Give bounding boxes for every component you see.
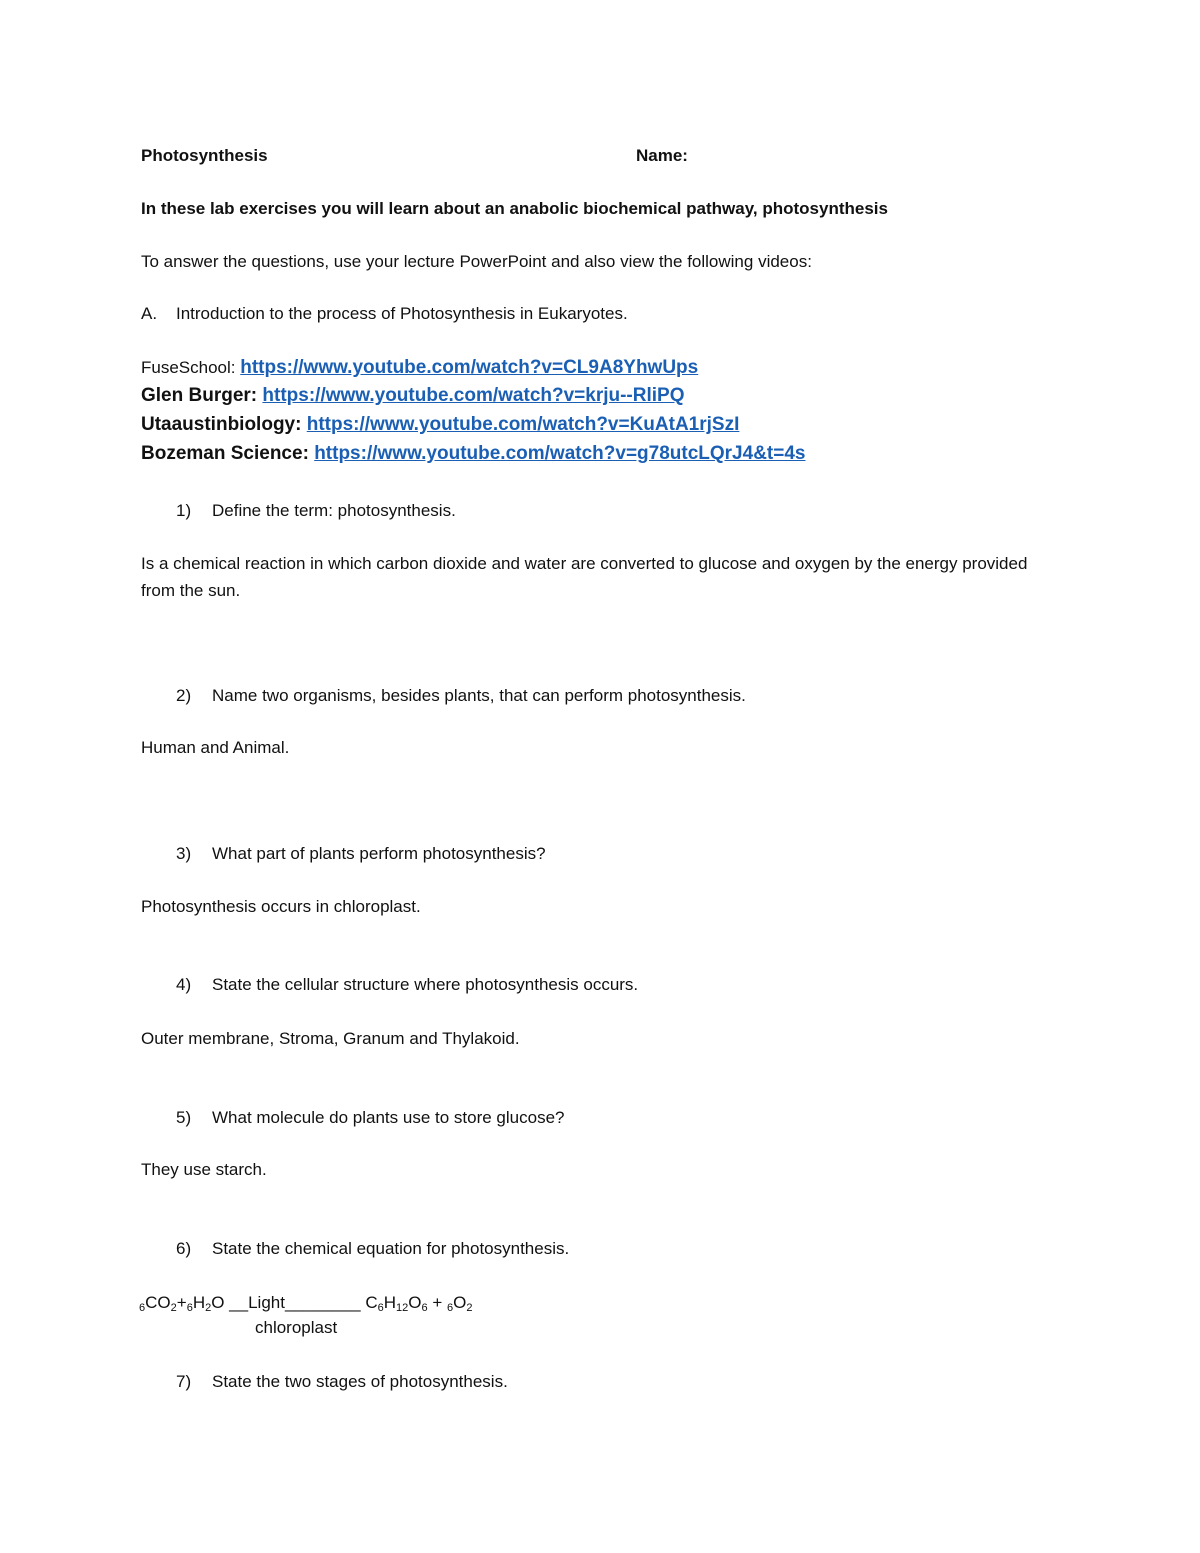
page-title: Photosynthesis	[141, 146, 268, 165]
answer-text: Photosynthesis occurs in chloroplast.	[141, 897, 421, 916]
answer-text: Outer membrane, Stroma, Granum and Thylakoid.	[141, 1029, 520, 1048]
video-source-label: Utaaustinbiology:	[141, 414, 302, 435]
video-row-utaaustinbiology	[141, 413, 739, 437]
video-link-bozeman-science[interactable]: https://www.youtube.com/watch?v=g78utcLQrJ4&t=4s	[314, 443, 806, 464]
question-text: Define the term: photosynthesis.	[212, 501, 456, 520]
h2o-coefficient: 6	[186, 1302, 193, 1314]
glucose-oxygen: O	[408, 1293, 422, 1312]
video-row-glen-burger	[141, 384, 685, 408]
o2-subscript: 2	[466, 1302, 473, 1314]
question-number: 7)	[176, 1372, 192, 1391]
question-text: State the two stages of photosynthesis.	[212, 1372, 508, 1391]
plus-sign: +	[176, 1293, 187, 1312]
question-text: State the cellular structure where photosynthesis occurs.	[212, 975, 639, 994]
question-text: What molecule do plants use to store glucose?	[212, 1108, 565, 1127]
video-source-label: FuseSchool:	[141, 358, 236, 377]
intro-bold-line: In these lab exercises you will learn about an anabolic biochemical pathway, photosynthesis	[141, 199, 888, 218]
co2-coefficient: 6	[139, 1302, 146, 1314]
o2-formula: O	[453, 1293, 467, 1312]
plus-sign: +	[427, 1293, 447, 1312]
instructions-text: To answer the questions, use your lecture PowerPoint and also view the following videos:	[141, 252, 812, 271]
glucose-hydrogen-subscript: 12	[396, 1302, 409, 1314]
glucose-hydrogen: H	[383, 1293, 396, 1312]
question-number: 6)	[176, 1239, 192, 1258]
h2o-subscript: 2	[205, 1302, 212, 1314]
glucose-carbon: C	[365, 1293, 378, 1312]
co2-formula: CO	[145, 1293, 171, 1312]
video-source-label: Glen Burger:	[141, 385, 258, 406]
section-a-marker: A.	[141, 304, 158, 323]
section-a-text: Introduction to the process of Photosynthesis in Eukaryotes.	[176, 304, 628, 323]
co2-subscript: 2	[170, 1302, 177, 1314]
o2-coefficient: 6	[446, 1302, 454, 1314]
video-link-utaaustinbiology[interactable]: https://www.youtube.com/watch?v=KuAtA1rjSzI	[306, 414, 740, 435]
question-text: What part of plants perform photosynthesis?	[212, 844, 546, 863]
question-number: 5)	[176, 1108, 192, 1127]
question-number: 2)	[176, 686, 192, 705]
video-row-fuseschool	[141, 356, 698, 380]
video-row-bozeman-science	[141, 442, 805, 466]
glucose-oxygen-subscript: 6	[421, 1302, 428, 1314]
name-label: Name:	[636, 146, 688, 165]
question-number: 1)	[176, 501, 192, 520]
video-link-glen-burger[interactable]: https://www.youtube.com/watch?v=krju--RliPQ	[262, 385, 685, 406]
glucose-carbon-subscript: 6	[377, 1302, 384, 1314]
video-source-label: Bozeman Science:	[141, 443, 309, 464]
answer-text: They use starch.	[141, 1160, 267, 1179]
question-number: 3)	[176, 844, 192, 863]
light-arrow-label: __Light________	[224, 1293, 366, 1312]
chemical-equation	[139, 1292, 472, 1316]
question-text: State the chemical equation for photosynthesis.	[212, 1239, 570, 1258]
video-link-fuseschool[interactable]: https://www.youtube.com/watch?v=CL9A8YhwUps	[240, 357, 699, 378]
answer-text: Human and Animal.	[141, 738, 290, 757]
h2o-hydrogen: H	[192, 1293, 206, 1312]
catalyst-label: chloroplast	[255, 1318, 338, 1337]
answer-text: Is a chemical reaction in which carbon dioxide and water are converted to glucose and oxygen by the energy provided from the sun.	[141, 554, 1028, 600]
question-number: 4)	[176, 975, 192, 994]
h2o-oxygen: O	[211, 1293, 225, 1312]
question-text: Name two organisms, besides plants, that can perform photosynthesis.	[212, 686, 746, 705]
